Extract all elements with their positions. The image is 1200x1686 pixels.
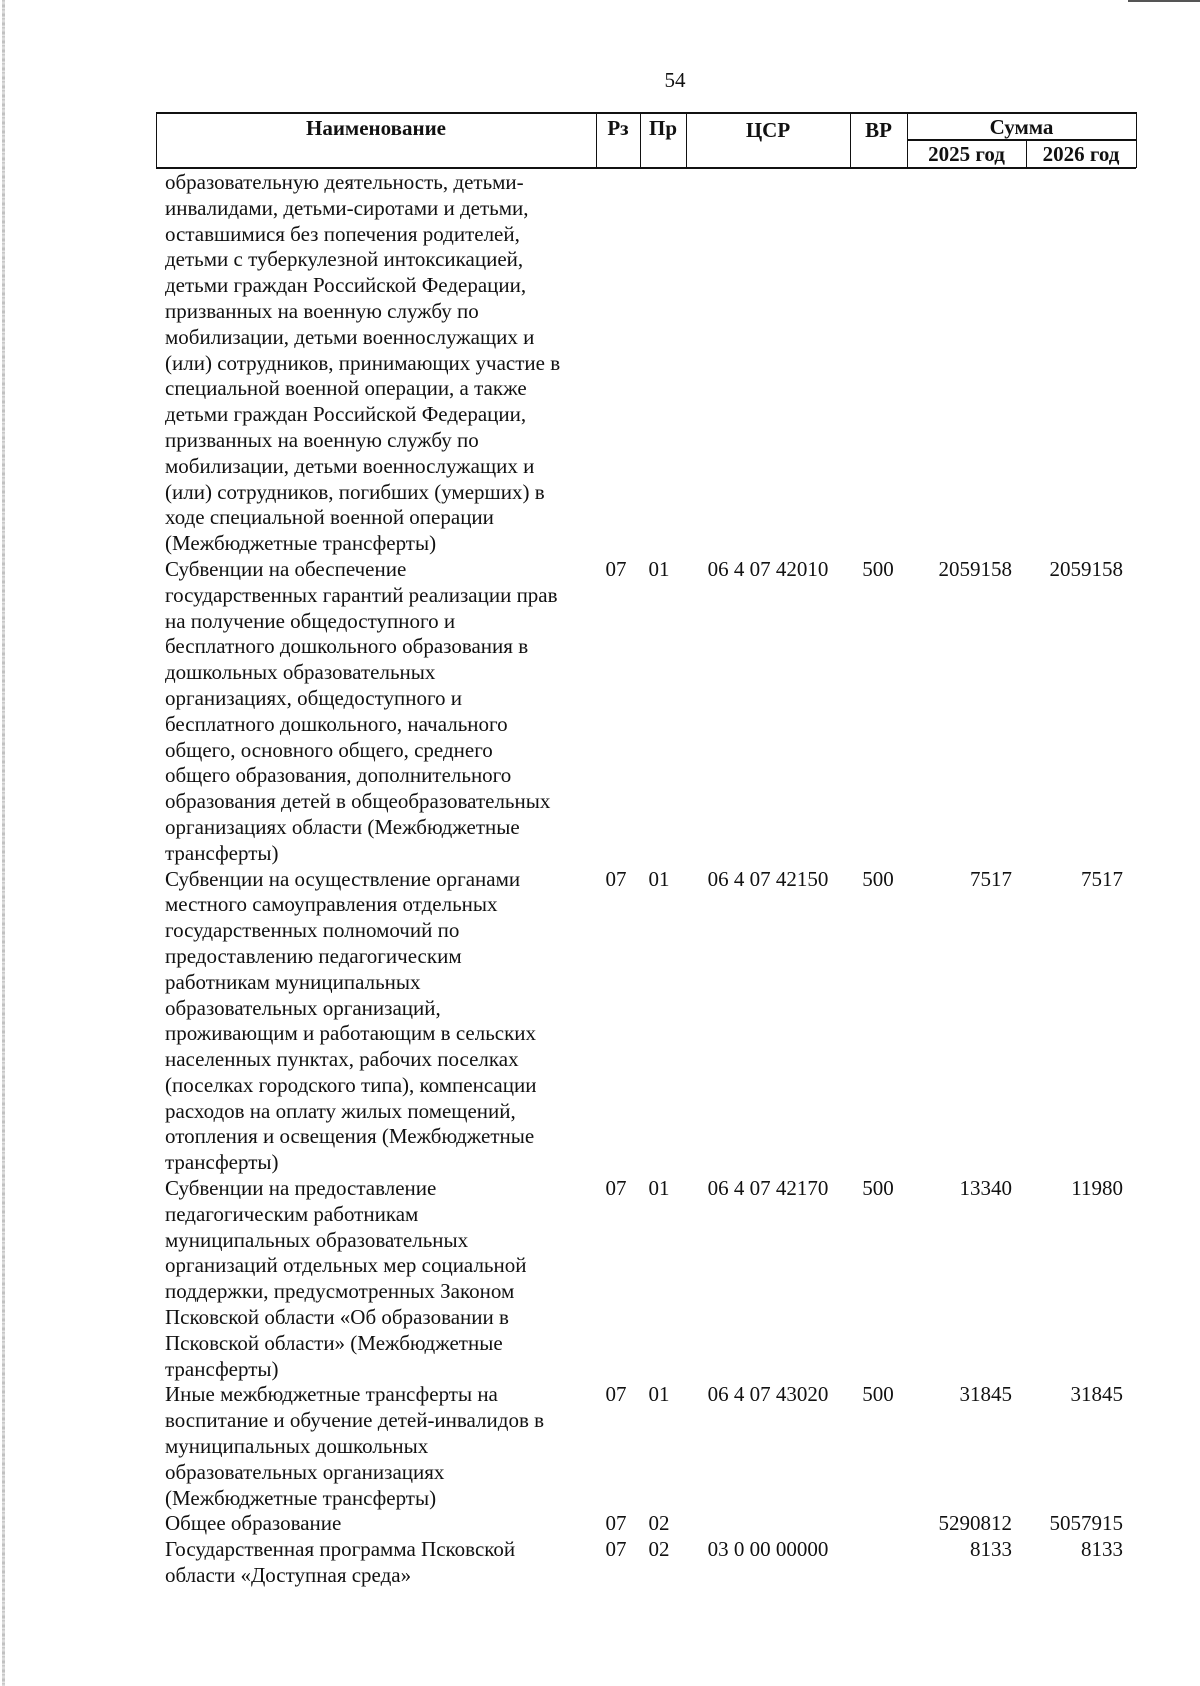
header-year-2025: 2025 год (928, 142, 1005, 166)
row-rz: 07 (605, 1176, 627, 1201)
row-pr: 01 (648, 1176, 670, 1201)
table-header (156, 112, 1136, 168)
row-rz: 07 (605, 1537, 627, 1562)
row-csr: 06 4 07 42150 (707, 866, 829, 891)
row-pr: 02 (648, 1511, 670, 1536)
table-row (0, 1537, 1200, 1589)
row-sum-2026: 2059158 (1049, 556, 1123, 581)
row-sum-2026: 8133 (1081, 1537, 1123, 1562)
table-row (0, 1382, 1200, 1511)
table-body (0, 170, 1200, 1589)
row-rz: 07 (605, 866, 627, 891)
header-bottom-border (156, 167, 1136, 169)
row-sum-2026: 7517 (1081, 866, 1123, 891)
header-csr: ЦСР (745, 118, 791, 142)
row-sum-2025: 31845 (959, 1382, 1012, 1407)
row-sum-2026: 11980 (1071, 1176, 1123, 1201)
row-sum-2025: 8133 (970, 1537, 1012, 1562)
row-name: Субвенции на осуществление органами местного самоуправления отдельных государственных полномочий по предоставлению педагогическим работникам муниципальных образовательных организаций, проживающим и работающим в сельских населенных пунктах, рабочих поселках (поселках городского типа), компенсации расходов на оплату жилых помещений, отопления и освещения (Межбюджетные трансферты) (165, 866, 537, 1175)
header-vr: ВР (865, 118, 892, 142)
row-name: Субвенции на предоставление педагогическим работникам муниципальных образовательных организаций отдельных мер социальной поддержки, предусмотренных Законом Псковской области «Об образовании в Псковской области» (Межбюджетные трансферты) (165, 1176, 527, 1381)
header-year-2026: 2026 год (1042, 142, 1120, 166)
header-name: Наименование (306, 116, 446, 140)
row-csr: 06 4 07 42170 (707, 1176, 829, 1201)
row-vr: 500 (862, 1382, 894, 1407)
header-pr: Пр (648, 116, 677, 140)
row-name: Иные межбюджетные трансферты на воспитание и обучение детей-инвалидов в муниципальных дошкольных образовательных организациях (Межбюджетные трансферты) (165, 1382, 545, 1510)
row-vr: 500 (862, 1176, 894, 1201)
table-row (0, 557, 1200, 867)
header-sum: Сумма (989, 115, 1054, 139)
table-row (0, 170, 1200, 557)
row-rz: 07 (605, 1382, 627, 1407)
page-number: 54 (664, 68, 686, 92)
row-csr: 06 4 07 43020 (707, 1382, 829, 1407)
row-sum-2025: 5290812 (938, 1511, 1012, 1536)
row-pr: 02 (648, 1537, 670, 1562)
row-sum-2026: 31845 (1070, 1382, 1123, 1407)
header-rz: Рз (607, 116, 629, 140)
row-name: Общее образование (165, 1511, 342, 1536)
header-top-border (156, 112, 1136, 114)
header-border-right (1136, 112, 1137, 168)
row-sum-2025: 2059158 (938, 556, 1012, 581)
table-row (0, 867, 1200, 1177)
row-pr: 01 (648, 866, 670, 891)
row-rz: 07 (605, 556, 627, 581)
row-pr: 01 (648, 556, 670, 581)
table-row (0, 1511, 1200, 1537)
row-vr: 500 (862, 866, 894, 891)
scan-corner-artifact (1128, 0, 1200, 2)
row-pr: 01 (648, 1382, 670, 1407)
table-row (0, 1176, 1200, 1382)
row-name: Субвенции на обеспечение государственных гарантий реализации прав на получение общедоступного и бесплатного дошкольного образования в дошкольных образовательных организациях, общедоступного и бесплатного дошкольного, начального общего, основного общего, среднего общего образования, дополнительного образования детей в общеобразовательных организациях области (Межбюджетные трансферты) (165, 556, 558, 865)
row-rz: 07 (605, 1511, 627, 1536)
row-sum-2026: 5057915 (1049, 1511, 1123, 1536)
row-name: Государственная программа Псковской области «Доступная среда» (165, 1537, 516, 1588)
row-csr: 03 0 00 00000 (707, 1537, 829, 1562)
row-sum-2025: 13340 (959, 1176, 1012, 1201)
row-vr: 500 (862, 556, 894, 581)
row-csr: 06 4 07 42010 (707, 556, 829, 581)
row-sum-2025: 7517 (970, 866, 1012, 891)
row-name: образовательную деятельность, детьми- инвалидами, детьми-сиротами и детьми, оставшимися без попечения родителей, детьми с туберкулезной интоксикацией, детьми граждан Российской Федерации, призванных на военную службу по мобилизации, детьми военнослужащих и (или) сотрудников, принимающих участие в специальной военной операции, а также детьми граждан Российской Федерации, призванных на военную службу по мобилизации, детьми военнослужащих и (или) сотрудников, погибших (умерших) в ходе специальной военной операции (Межбюджетные трансферты) (165, 170, 561, 556)
